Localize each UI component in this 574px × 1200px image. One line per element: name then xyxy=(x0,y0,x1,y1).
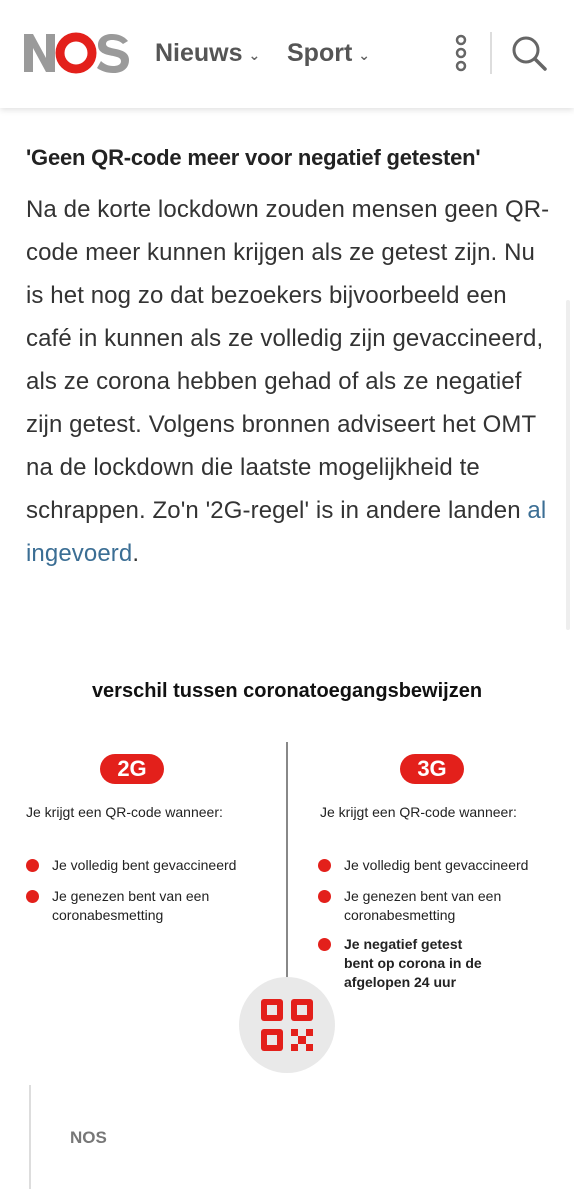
article-section xyxy=(26,140,556,575)
article-subheading: 'Geen QR-code meer voor negatief getesten' xyxy=(26,145,481,170)
list-2g xyxy=(26,856,266,937)
source-divider xyxy=(29,1085,31,1189)
column-divider xyxy=(286,742,288,982)
nav-sport-label: Sport xyxy=(287,38,353,67)
list-item-text: bent op corona in de xyxy=(344,955,482,971)
nav-nieuws-label: Nieuws xyxy=(155,38,243,67)
nos-logo-icon xyxy=(24,32,130,74)
list-item xyxy=(318,887,558,925)
nav-nieuws[interactable] xyxy=(155,36,260,70)
article-body-text: Na de korte lockdown zouden mensen geen QR-code meer kunnen krijgen als ze getest zijn. Nu is het nog zo dat bezoekers bijvoorbeeld een café in kunnen als ze volledig zijn gevaccineerd, als ze corona hebben gehad of als ze negatief zijn getest. Volgens bronnen adviseert het OMT na de lockdown die laatste mogelijkheid te schrappen. Zo'n '2G-regel' is in andere landen xyxy=(26,196,550,524)
badge-2g: 2G xyxy=(100,754,164,784)
chevron-down-icon: ⌄ xyxy=(248,46,261,63)
top-header xyxy=(0,0,574,108)
list-item xyxy=(318,856,558,875)
list-item-text: Je volledig bent gevaccineerd xyxy=(344,857,529,873)
list-item xyxy=(26,856,266,875)
list-item-text: coronabesmetting xyxy=(52,907,164,923)
chevron-down-icon: ⌄ xyxy=(358,46,371,63)
more-vertical-icon[interactable] xyxy=(450,34,472,74)
col-3g-heading: Je krijgt een QR-code wanneer: xyxy=(320,804,517,820)
nav-sport[interactable] xyxy=(287,36,370,70)
badge-3g: 3G xyxy=(400,754,464,784)
list-item xyxy=(26,887,266,925)
search-icon[interactable] xyxy=(510,34,548,72)
qr-code-icon xyxy=(261,999,313,1051)
article-end: . xyxy=(132,540,140,567)
list-item-text: Je negatief getest xyxy=(344,936,463,952)
qr-badge xyxy=(239,977,335,1073)
source-label: NOS xyxy=(70,1128,107,1147)
list-item-text: Je volledig bent gevaccineerd xyxy=(52,857,237,873)
list-item xyxy=(318,935,558,992)
nos-logo[interactable] xyxy=(24,32,130,74)
article-paragraph xyxy=(26,188,556,575)
article-link[interactable]: al ingevoerd xyxy=(26,497,547,567)
header-divider xyxy=(490,32,492,74)
scrollbar[interactable] xyxy=(566,300,570,630)
infographic xyxy=(0,660,574,1080)
list-item-text: Je genezen bent van een xyxy=(52,888,210,904)
infographic-title: verschil tussen coronatoegangsbewijzen xyxy=(91,680,483,702)
list-item-text: Je genezen bent van een xyxy=(344,888,502,904)
list-item-text: coronabesmetting xyxy=(344,907,456,923)
col-2g-heading: Je krijgt een QR-code wanneer: xyxy=(26,804,223,820)
list-item-text: afgelopen 24 uur xyxy=(344,974,457,990)
list-3g xyxy=(318,856,558,1004)
